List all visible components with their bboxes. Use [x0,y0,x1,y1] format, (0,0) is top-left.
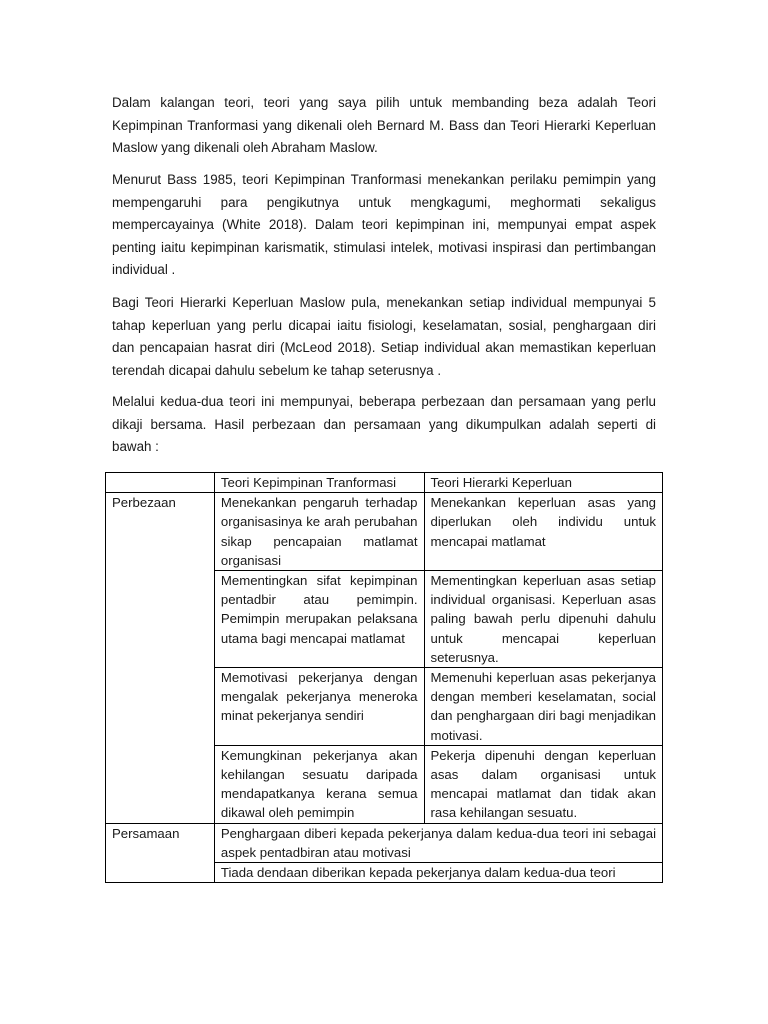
paragraph-bass-theory: Menurut Bass 1985, teori Kepimpinan Tranformasi menekankan perilaku pemimpin yang mempengaruhi para pengikutnya untuk mengkagumi, meghormati sekaligus mempercayainya (White 2018). Dalam teori kepimpinan ini, mempunyai empat aspek penting iaitu kepimpinan karismatik, stimulasi intelek, motivasi inspirasi dan pertimbangan individual . [112,172,656,278]
table-cell: Pekerja dipenuhi dengan keperluan asas dalam organisasi untuk mencapai matlamat dan tidak akan rasa kehilangan sesuatu. [424,745,663,823]
table-header-row [106,473,663,493]
row-label-perbezaan: Perbezaan [106,493,215,823]
table-cell-merged: Tiada dendaan diberikan kepada pekerjanya dalam kedua-dua teori [214,863,662,883]
row-label-persamaan: Persamaan [106,823,215,883]
paragraph-intro: Dalam kalangan teori, teori yang saya pilih untuk membanding beza adalah Teori Kepimpinan Tranformasi yang dikenali oleh Bernard M. Bass dan Teori Hierarki Keperluan Maslow yang dikenali oleh Abraham Maslow. [112,95,656,156]
table-cell: Menekankan keperluan asas yang diperlukan oleh individu untuk mencapai matlamat [424,493,663,571]
paragraph-maslow-theory: Bagi Teori Hierarki Keperluan Maslow pula, menekankan setiap individual mempunyai 5 tahap keperluan yang perlu dicapai iaitu fisiologi, keselamatan, sosial, penghargaan diri dan pencapaian hasrat diri (McLeod 2018). Setiap individual akan memastikan keperluan terendah dicapai dahulu sebelum ke tahap seterusnya . [112,295,656,378]
table-cell: Kemungkinan pekerjanya akan kehilangan sesuatu daripada mendapatkanya kerana semua dikawal oleh pemimpin [214,745,424,823]
table-cell: Menekankan pengaruh terhadap organisasinya ke arah perubahan sikap pencapaian matlamat organisasi [214,493,424,571]
table-row [106,493,663,571]
comparison-table [105,472,663,883]
table-cell: Mementingkan sifat kepimpinan pentadbir atau pemimpin. Pemimpin merupakan pelaksana utama bagi mencapai matlamat [214,571,424,668]
table-header-transformational: Teori Kepimpinan Tranformasi [214,473,424,493]
paragraph-comparison-intro: Melalui kedua-dua teori ini mempunyai, beberapa perbezaan dan persamaan yang perlu dikaji bersama. Hasil perbezaan dan persamaan yang dikumpulkan adalah seperti di bawah : [112,394,656,455]
table-cell-merged: Penghargaan diberi kepada pekerjanya dalam kedua-dua teori ini sebagai aspek pentadbiran atau motivasi [214,823,662,862]
table-row [106,823,663,862]
table-header-empty [106,473,215,493]
table-cell: Memenuhi keperluan asas pekerjanya dengan memberi keselamatan, social dan penghargaan diri bagi menjadikan motivasi. [424,668,663,746]
table-header-maslow: Teori Hierarki Keperluan [424,473,663,493]
table-cell: Memotivasi pekerjanya dengan mengalak pekerjanya meneroka minat pekerjanya sendiri [214,668,424,746]
table-cell: Mementingkan keperluan asas setiap individual organisasi. Keperluan asas paling bawah perlu dipenuhi dahulu untuk mencapai keperluan seterusnya. [424,571,663,668]
